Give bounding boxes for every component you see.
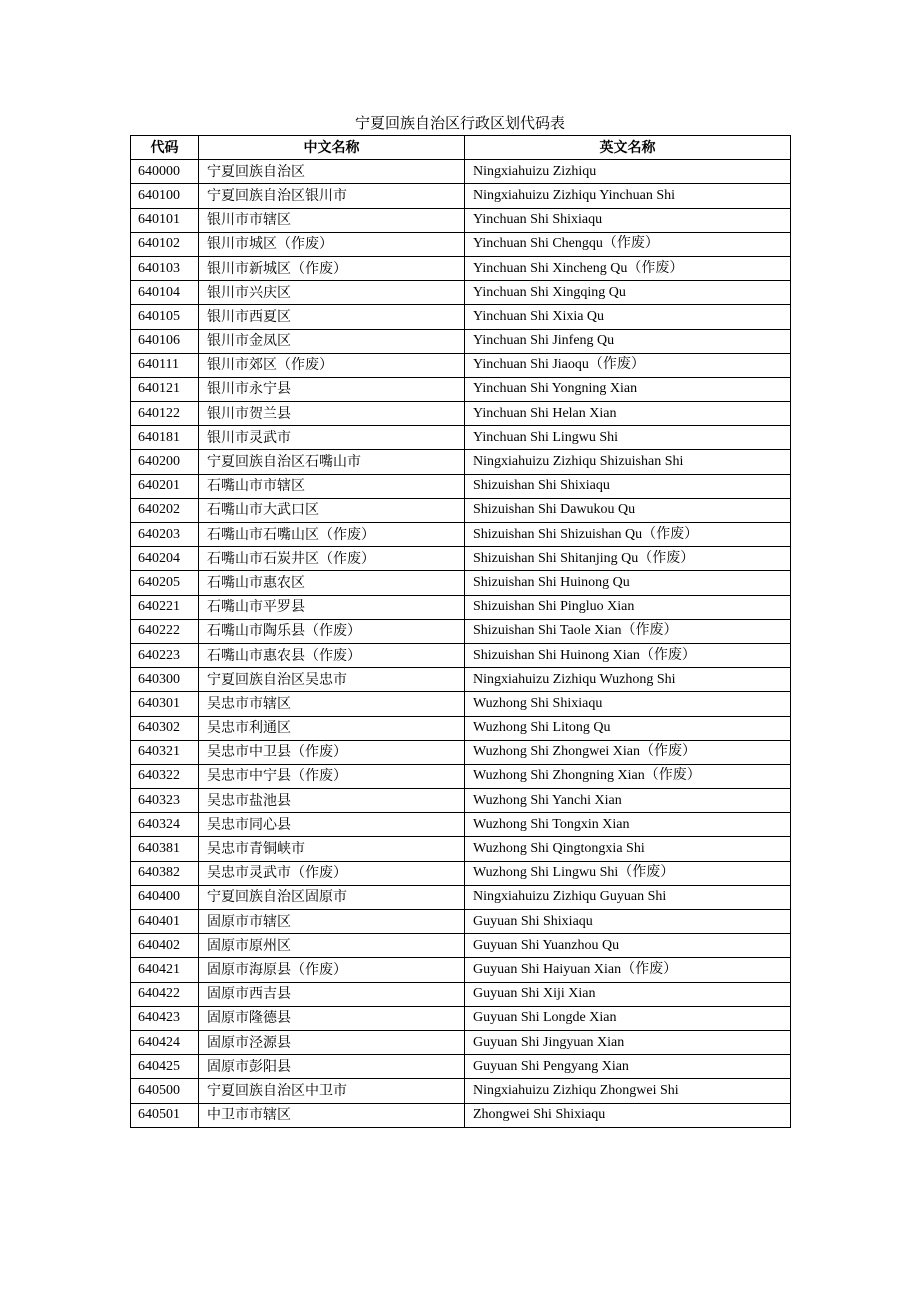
cell-code: 640105 <box>131 305 199 329</box>
table-row <box>131 958 791 982</box>
table-row <box>131 764 791 788</box>
table-row <box>131 474 791 498</box>
cell-code: 640323 <box>131 789 199 813</box>
cell-english-name: Yinchuan Shi Jiaoqu（作废） <box>465 353 791 377</box>
cell-chinese-name: 银川市灵武市 <box>199 426 465 450</box>
table-row <box>131 184 791 208</box>
cell-english-name: Wuzhong Shi Zhongning Xian（作废） <box>465 764 791 788</box>
table-row <box>131 692 791 716</box>
cell-code: 640324 <box>131 813 199 837</box>
cell-chinese-name: 银川市永宁县 <box>199 377 465 401</box>
cell-chinese-name: 中卫市市辖区 <box>199 1103 465 1127</box>
page-title: 宁夏回族自治区行政区划代码表 <box>354 114 565 132</box>
cell-english-name: Zhongwei Shi Shixiaqu <box>465 1103 791 1127</box>
cell-chinese-name: 石嘴山市石炭井区（作废） <box>199 547 465 571</box>
column-header-chinese-name: 中文名称 <box>199 136 465 160</box>
table-row <box>131 305 791 329</box>
table-row <box>131 740 791 764</box>
table-row <box>131 450 791 474</box>
cell-english-name: Wuzhong Shi Zhongwei Xian（作废） <box>465 740 791 764</box>
column-header-code: 代码 <box>131 136 199 160</box>
cell-english-name: Shizuishan Shi Shitanjing Qu（作废） <box>465 547 791 571</box>
table-row <box>131 402 791 426</box>
table-row <box>131 208 791 232</box>
cell-english-name: Shizuishan Shi Huinong Xian（作废） <box>465 643 791 667</box>
division-code-table <box>130 135 791 1128</box>
cell-chinese-name: 银川市贺兰县 <box>199 402 465 426</box>
table-body <box>131 160 791 1128</box>
cell-english-name: Shizuishan Shi Huinong Qu <box>465 571 791 595</box>
cell-english-name: Guyuan Shi Pengyang Xian <box>465 1055 791 1079</box>
cell-code: 640181 <box>131 426 199 450</box>
cell-code: 640222 <box>131 619 199 643</box>
cell-english-name: Shizuishan Shi Taole Xian（作废） <box>465 619 791 643</box>
cell-chinese-name: 宁夏回族自治区石嘴山市 <box>199 450 465 474</box>
cell-chinese-name: 固原市西吉县 <box>199 982 465 1006</box>
table-header-row <box>131 136 791 160</box>
cell-english-name: Yinchuan Shi Yongning Xian <box>465 377 791 401</box>
cell-english-name: Yinchuan Shi Helan Xian <box>465 402 791 426</box>
cell-chinese-name: 银川市城区（作废） <box>199 232 465 256</box>
cell-code: 640202 <box>131 498 199 522</box>
cell-chinese-name: 固原市泾源县 <box>199 1030 465 1054</box>
table-row <box>131 668 791 692</box>
cell-english-name: Yinchuan Shi Xixia Qu <box>465 305 791 329</box>
table-row <box>131 643 791 667</box>
cell-english-name: Yinchuan Shi Jinfeng Qu <box>465 329 791 353</box>
cell-english-name: Ningxiahuizu Zizhiqu Yinchuan Shi <box>465 184 791 208</box>
cell-english-name: Wuzhong Shi Qingtongxia Shi <box>465 837 791 861</box>
cell-english-name: Wuzhong Shi Litong Qu <box>465 716 791 740</box>
cell-code: 640104 <box>131 281 199 305</box>
cell-chinese-name: 银川市新城区（作废） <box>199 256 465 280</box>
cell-code: 640424 <box>131 1030 199 1054</box>
table-row <box>131 498 791 522</box>
cell-english-name: Guyuan Shi Yuanzhou Qu <box>465 934 791 958</box>
table-row <box>131 160 791 184</box>
table-row <box>131 547 791 571</box>
cell-code: 640201 <box>131 474 199 498</box>
table-row <box>131 837 791 861</box>
cell-code: 640321 <box>131 740 199 764</box>
cell-chinese-name: 宁夏回族自治区固原市 <box>199 885 465 909</box>
cell-english-name: Ningxiahuizu Zizhiqu Shizuishan Shi <box>465 450 791 474</box>
cell-code: 640501 <box>131 1103 199 1127</box>
cell-english-name: Ningxiahuizu Zizhiqu Zhongwei Shi <box>465 1079 791 1103</box>
cell-chinese-name: 银川市兴庆区 <box>199 281 465 305</box>
cell-chinese-name: 吴忠市中宁县（作废） <box>199 764 465 788</box>
cell-english-name: Shizuishan Shi Dawukou Qu <box>465 498 791 522</box>
cell-chinese-name: 固原市原州区 <box>199 934 465 958</box>
column-header-english-name: 英文名称 <box>465 136 791 160</box>
cell-chinese-name: 吴忠市市辖区 <box>199 692 465 716</box>
cell-chinese-name: 固原市市辖区 <box>199 910 465 934</box>
cell-code: 640000 <box>131 160 199 184</box>
table-row <box>131 329 791 353</box>
cell-english-name: Ningxiahuizu Zizhiqu <box>465 160 791 184</box>
cell-chinese-name: 吴忠市青铜峡市 <box>199 837 465 861</box>
cell-chinese-name: 银川市市辖区 <box>199 208 465 232</box>
cell-code: 640381 <box>131 837 199 861</box>
cell-chinese-name: 吴忠市同心县 <box>199 813 465 837</box>
table-row <box>131 885 791 909</box>
cell-code: 640421 <box>131 958 199 982</box>
table-row <box>131 789 791 813</box>
table-row <box>131 934 791 958</box>
table-row <box>131 571 791 595</box>
cell-chinese-name: 宁夏回族自治区吴忠市 <box>199 668 465 692</box>
table-row <box>131 619 791 643</box>
cell-code: 640402 <box>131 934 199 958</box>
cell-chinese-name: 石嘴山市惠农县（作废） <box>199 643 465 667</box>
cell-english-name: Guyuan Shi Longde Xian <box>465 1006 791 1030</box>
cell-english-name: Guyuan Shi Jingyuan Xian <box>465 1030 791 1054</box>
cell-chinese-name: 吴忠市盐池县 <box>199 789 465 813</box>
cell-chinese-name: 石嘴山市大武口区 <box>199 498 465 522</box>
table-row <box>131 1103 791 1127</box>
cell-code: 640205 <box>131 571 199 595</box>
cell-code: 640423 <box>131 1006 199 1030</box>
cell-code: 640301 <box>131 692 199 716</box>
cell-code: 640101 <box>131 208 199 232</box>
cell-code: 640400 <box>131 885 199 909</box>
cell-english-name: Shizuishan Shi Shizuishan Qu（作废） <box>465 523 791 547</box>
cell-code: 640322 <box>131 764 199 788</box>
cell-code: 640221 <box>131 595 199 619</box>
cell-code: 640223 <box>131 643 199 667</box>
cell-english-name: Ningxiahuizu Zizhiqu Guyuan Shi <box>465 885 791 909</box>
cell-chinese-name: 石嘴山市惠农区 <box>199 571 465 595</box>
cell-english-name: Yinchuan Shi Lingwu Shi <box>465 426 791 450</box>
table-row <box>131 377 791 401</box>
cell-english-name: Wuzhong Shi Shixiaqu <box>465 692 791 716</box>
cell-english-name: Guyuan Shi Shixiaqu <box>465 910 791 934</box>
cell-english-name: Yinchuan Shi Chengqu（作废） <box>465 232 791 256</box>
cell-chinese-name: 石嘴山市石嘴山区（作废） <box>199 523 465 547</box>
cell-code: 640302 <box>131 716 199 740</box>
table-row <box>131 910 791 934</box>
table-row <box>131 595 791 619</box>
cell-code: 640122 <box>131 402 199 426</box>
cell-chinese-name: 银川市金凤区 <box>199 329 465 353</box>
cell-chinese-name: 石嘴山市陶乐县（作废） <box>199 619 465 643</box>
cell-chinese-name: 吴忠市灵武市（作废） <box>199 861 465 885</box>
cell-chinese-name: 固原市海原县（作废） <box>199 958 465 982</box>
cell-code: 640111 <box>131 353 199 377</box>
cell-code: 640102 <box>131 232 199 256</box>
table-row <box>131 1006 791 1030</box>
table-row <box>131 861 791 885</box>
cell-chinese-name: 石嘴山市平罗县 <box>199 595 465 619</box>
cell-english-name: Yinchuan Shi Xingqing Qu <box>465 281 791 305</box>
cell-english-name: Ningxiahuizu Zizhiqu Wuzhong Shi <box>465 668 791 692</box>
cell-code: 640500 <box>131 1079 199 1103</box>
cell-code: 640382 <box>131 861 199 885</box>
cell-english-name: Wuzhong Shi Tongxin Xian <box>465 813 791 837</box>
cell-chinese-name: 吴忠市中卫县（作废） <box>199 740 465 764</box>
table-row <box>131 426 791 450</box>
cell-code: 640100 <box>131 184 199 208</box>
cell-english-name: Wuzhong Shi Yanchi Xian <box>465 789 791 813</box>
cell-code: 640300 <box>131 668 199 692</box>
cell-chinese-name: 固原市彭阳县 <box>199 1055 465 1079</box>
cell-chinese-name: 宁夏回族自治区银川市 <box>199 184 465 208</box>
cell-chinese-name: 宁夏回族自治区 <box>199 160 465 184</box>
cell-chinese-name: 银川市西夏区 <box>199 305 465 329</box>
cell-code: 640425 <box>131 1055 199 1079</box>
table-row <box>131 1055 791 1079</box>
cell-english-name: Shizuishan Shi Pingluo Xian <box>465 595 791 619</box>
table-row <box>131 1030 791 1054</box>
cell-chinese-name: 吴忠市利通区 <box>199 716 465 740</box>
cell-code: 640121 <box>131 377 199 401</box>
cell-code: 640422 <box>131 982 199 1006</box>
cell-english-name: Guyuan Shi Haiyuan Xian（作废） <box>465 958 791 982</box>
table-row <box>131 353 791 377</box>
cell-chinese-name: 石嘴山市市辖区 <box>199 474 465 498</box>
table-row <box>131 256 791 280</box>
cell-english-name: Yinchuan Shi Shixiaqu <box>465 208 791 232</box>
cell-english-name: Wuzhong Shi Lingwu Shi（作废） <box>465 861 791 885</box>
cell-code: 640200 <box>131 450 199 474</box>
table-row <box>131 813 791 837</box>
table-row <box>131 1079 791 1103</box>
cell-code: 640103 <box>131 256 199 280</box>
table-row <box>131 716 791 740</box>
cell-code: 640106 <box>131 329 199 353</box>
cell-english-name: Yinchuan Shi Xincheng Qu（作废） <box>465 256 791 280</box>
cell-english-name: Guyuan Shi Xiji Xian <box>465 982 791 1006</box>
cell-english-name: Shizuishan Shi Shixiaqu <box>465 474 791 498</box>
cell-code: 640203 <box>131 523 199 547</box>
cell-chinese-name: 固原市隆德县 <box>199 1006 465 1030</box>
cell-code: 640401 <box>131 910 199 934</box>
cell-code: 640204 <box>131 547 199 571</box>
table-row <box>131 232 791 256</box>
cell-chinese-name: 银川市郊区（作废） <box>199 353 465 377</box>
cell-chinese-name: 宁夏回族自治区中卫市 <box>199 1079 465 1103</box>
table-row <box>131 523 791 547</box>
table-row <box>131 281 791 305</box>
table-row <box>131 982 791 1006</box>
